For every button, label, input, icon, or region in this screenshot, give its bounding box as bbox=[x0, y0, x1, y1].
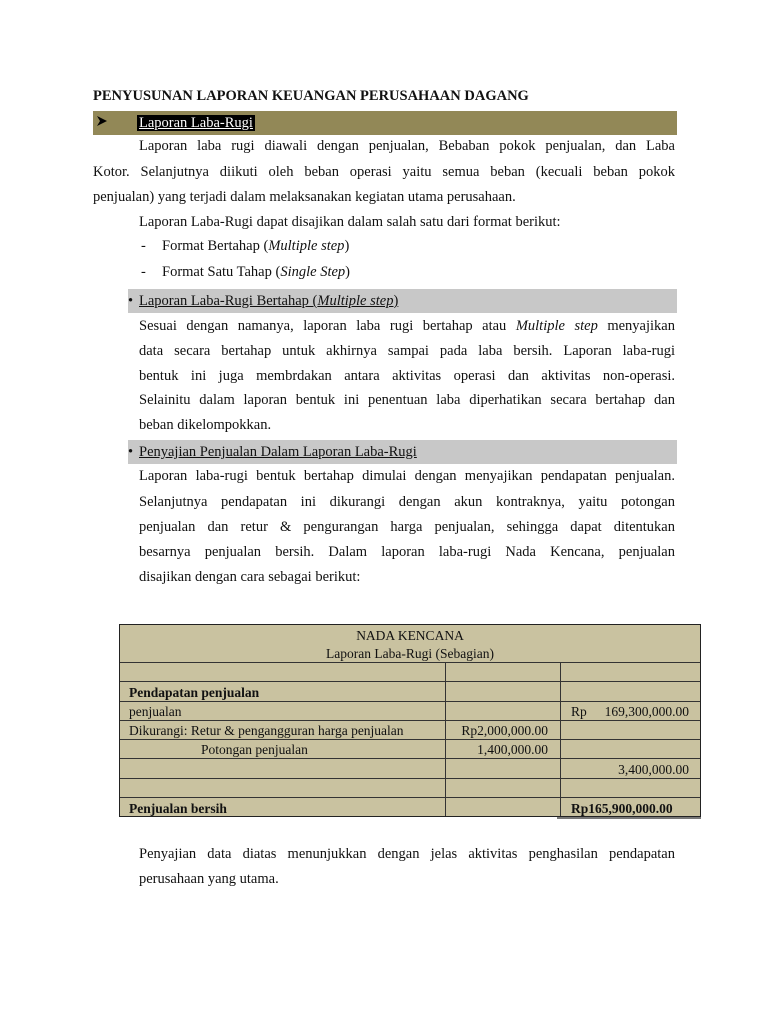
row-potongan-label: Potongan penjualan bbox=[201, 742, 308, 757]
closing-line2: perusahaan yang utama. bbox=[139, 871, 279, 887]
row-penjualan-label: penjualan bbox=[129, 704, 182, 719]
row-bersih-value: Rp165,900,000.00 bbox=[571, 801, 673, 816]
penyajian-line3: penjualan dan retur & pengurangan harga penjualan, sehingga dapat ditentukan bbox=[139, 519, 675, 535]
bullet-icon: • bbox=[128, 293, 134, 309]
section-title-text: Laporan Laba-Rugi bbox=[139, 115, 253, 131]
row-penjualan-currency: Rp bbox=[571, 704, 587, 719]
closing-line1: Penyajian data diatas menunjukkan dengan jelas aktivitas penghasilan pendapatan bbox=[139, 846, 675, 862]
section-title-laba-rugi bbox=[137, 114, 255, 132]
row-penjualan-value: 169,300,000.00 bbox=[604, 704, 689, 719]
penyajian-line1: Laporan laba-rugi bentuk bertahap dimulai dengan menyajikan pendapatan penjualan. bbox=[139, 468, 675, 484]
para1-line3: penjualan) yang terjadi dalam melaksanakan kegiatan utama perusahaan. bbox=[93, 189, 516, 205]
table-shadow bbox=[557, 817, 701, 819]
bertahap-line3: bentuk ini juga membrdakan antara aktivitas operasi dan aktivitas non-operasi. bbox=[139, 368, 675, 384]
section-title-penyajian: Penyajian Penjualan Dalam Laporan Laba-Rugi bbox=[139, 444, 417, 460]
bertahap-line1: Sesuai dengan namanya, laporan laba rugi bertahap atau Multiple step menyajikan bbox=[139, 318, 675, 334]
bertahap-line2: data secara bertahap untuk akhirnya sampai pada laba bersih. Laporan laba-rugi bbox=[139, 343, 675, 359]
penyajian-line5: disajikan dengan cara sebagai berikut: bbox=[139, 569, 361, 585]
para2: Laporan Laba-Rugi dapat disajikan dalam salah satu dari format berikut: bbox=[139, 214, 561, 230]
arrowhead-bullet-icon bbox=[96, 114, 108, 132]
bertahap-line5: beban dikelompokkan. bbox=[139, 417, 272, 433]
penyajian-line4: besarnya penjualan bersih. Dalam laporan laba-rugi Nada Kencana, penjualan bbox=[139, 544, 675, 560]
para1-line1: Laporan laba rugi diawali dengan penjualan, Bebaban pokok penjualan, dan Laba bbox=[139, 138, 675, 154]
bullet-icon: • bbox=[128, 444, 134, 460]
penyajian-line2: Selanjutnya pendapatan ini dikurangi dengan akun kontraknya, yaitu potongan bbox=[139, 494, 675, 510]
income-statement-table bbox=[119, 624, 701, 817]
bertahap-line4: Selainitu dalam laporan bentuk ini penentuan laba diperhatikan secara bertahap dan bbox=[139, 392, 675, 408]
format-dash-2: - bbox=[141, 264, 146, 280]
row-pendapatan-label: Pendapatan penjualan bbox=[129, 685, 260, 700]
table-company-name: NADA KENCANA bbox=[356, 628, 464, 643]
row-potongan-value: 1,400,000.00 bbox=[477, 742, 548, 757]
para1-line2: Kotor. Selanjutnya diikuti oleh beban operasi yaitu semua beban (kecuali beban pokok bbox=[93, 164, 675, 180]
table-subtitle: Laporan Laba-Rugi (Sebagian) bbox=[326, 646, 494, 661]
row-retur-label: Dikurangi: Retur & pengangguran harga penjualan bbox=[129, 723, 404, 738]
page-title: PENYUSUNAN LAPORAN KEUANGAN PERUSAHAAN DAGANG bbox=[93, 88, 529, 104]
format-dash-1: - bbox=[141, 238, 146, 254]
format-item-2: Format Satu Tahap (Single Step) bbox=[162, 264, 351, 280]
row-retur-value: Rp2,000,000.00 bbox=[461, 723, 548, 738]
row-bersih-label: Penjualan bersih bbox=[129, 801, 227, 816]
section-title-bertahap: Laporan Laba-Rugi Bertahap (Multiple step) bbox=[139, 293, 399, 309]
format-item-1: Format Bertahap (Multiple step) bbox=[162, 238, 350, 254]
row-total-deduction: 3,400,000.00 bbox=[618, 762, 689, 777]
